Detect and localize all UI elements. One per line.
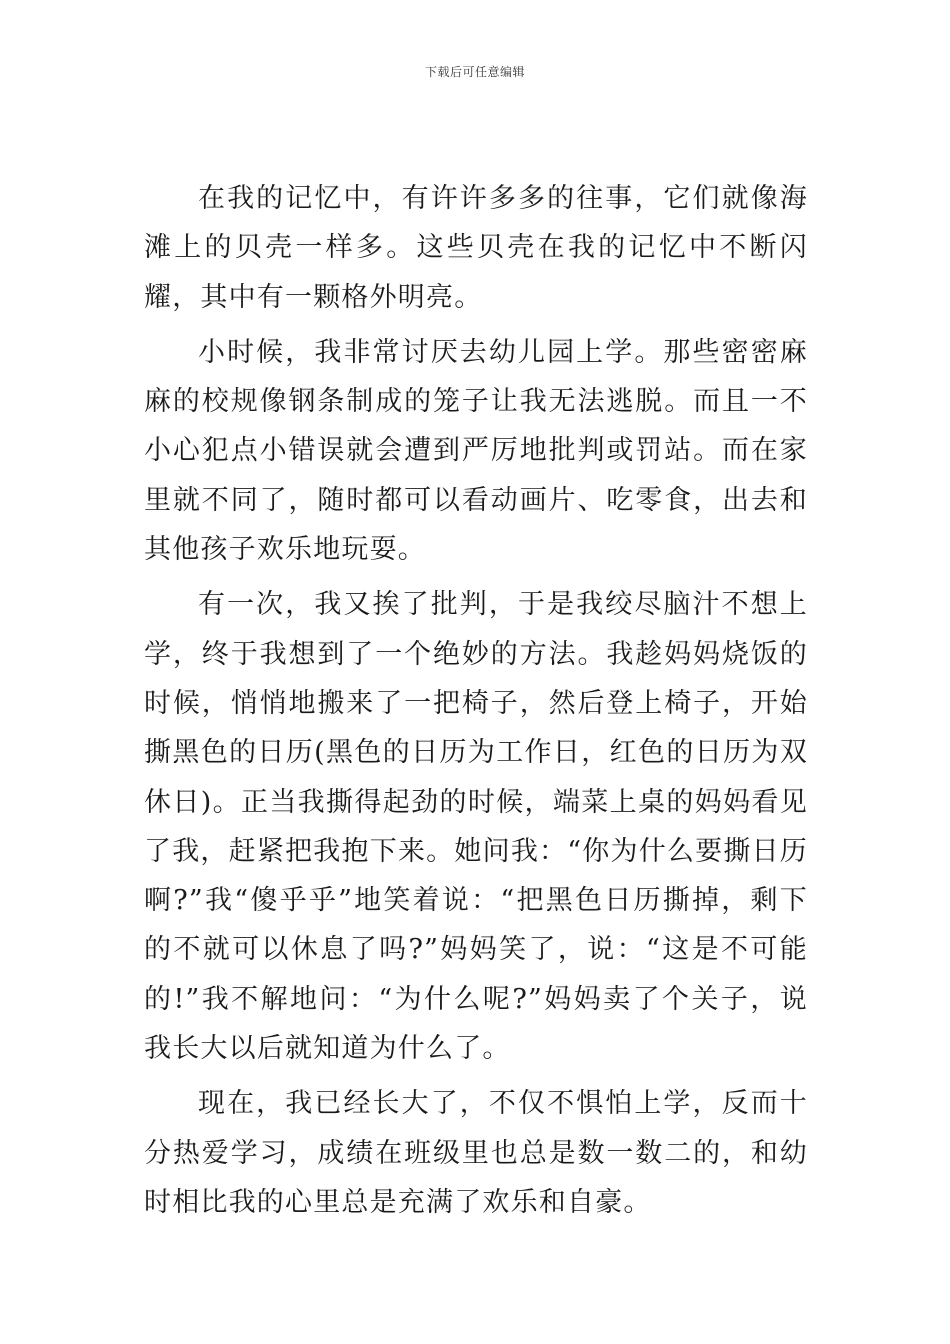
paragraph-3: 有一次，我又挨了批判，于是我绞尽脑汁不想上学，终于我想到了一个绝妙的方法。我趁妈妈烧饭的时候，悄悄地搬来了一把椅子，然后登上椅子，开始撕黑色的日历(黑色的日历为工作日，红色的日历为双休日)。正当我撕得起劲的时候，端菜上桌的妈妈看见了我，赶紧把我抱下来。她问我：“你为什么要撕日历啊?”我“傻乎乎”地笑着说：“把黑色日历撕掉，剩下的不就可以休息了吗?”妈妈笑了，说：“这是不可能的!”我不解地问：“为什么呢?”妈妈卖了个关子，说我长大以后就知道为什么了。: [144, 589, 808, 1065]
page-header-note: 下载后可任意编辑: [424, 65, 525, 79]
paragraph-2: 小时候，我非常讨厌去幼儿园上学。那些密密麻麻的校规像钢条制成的笼子让我无法逃脱。而且一不小心犯点小错误就会遭到严厉地批判或罚站。而在家里就不同了，随时都可以看动画片、吃零食，出去和其他孩子欢乐地玩耍。: [144, 336, 808, 566]
paragraph-4: 现在，我已经长大了，不仅不惧怕上学，反而十分热爱学习，成绩在班级里也总是数一数二的，和幼时相比我的心里总是充满了欢乐和自豪。: [144, 1088, 808, 1218]
paragraph-1: 在我的记忆中，有许许多多的往事，它们就像海滩上的贝壳一样多。这些贝壳在我的记忆中不断闪耀，其中有一颗格外明亮。: [144, 183, 808, 313]
article-body: [144, 174, 808, 1233]
